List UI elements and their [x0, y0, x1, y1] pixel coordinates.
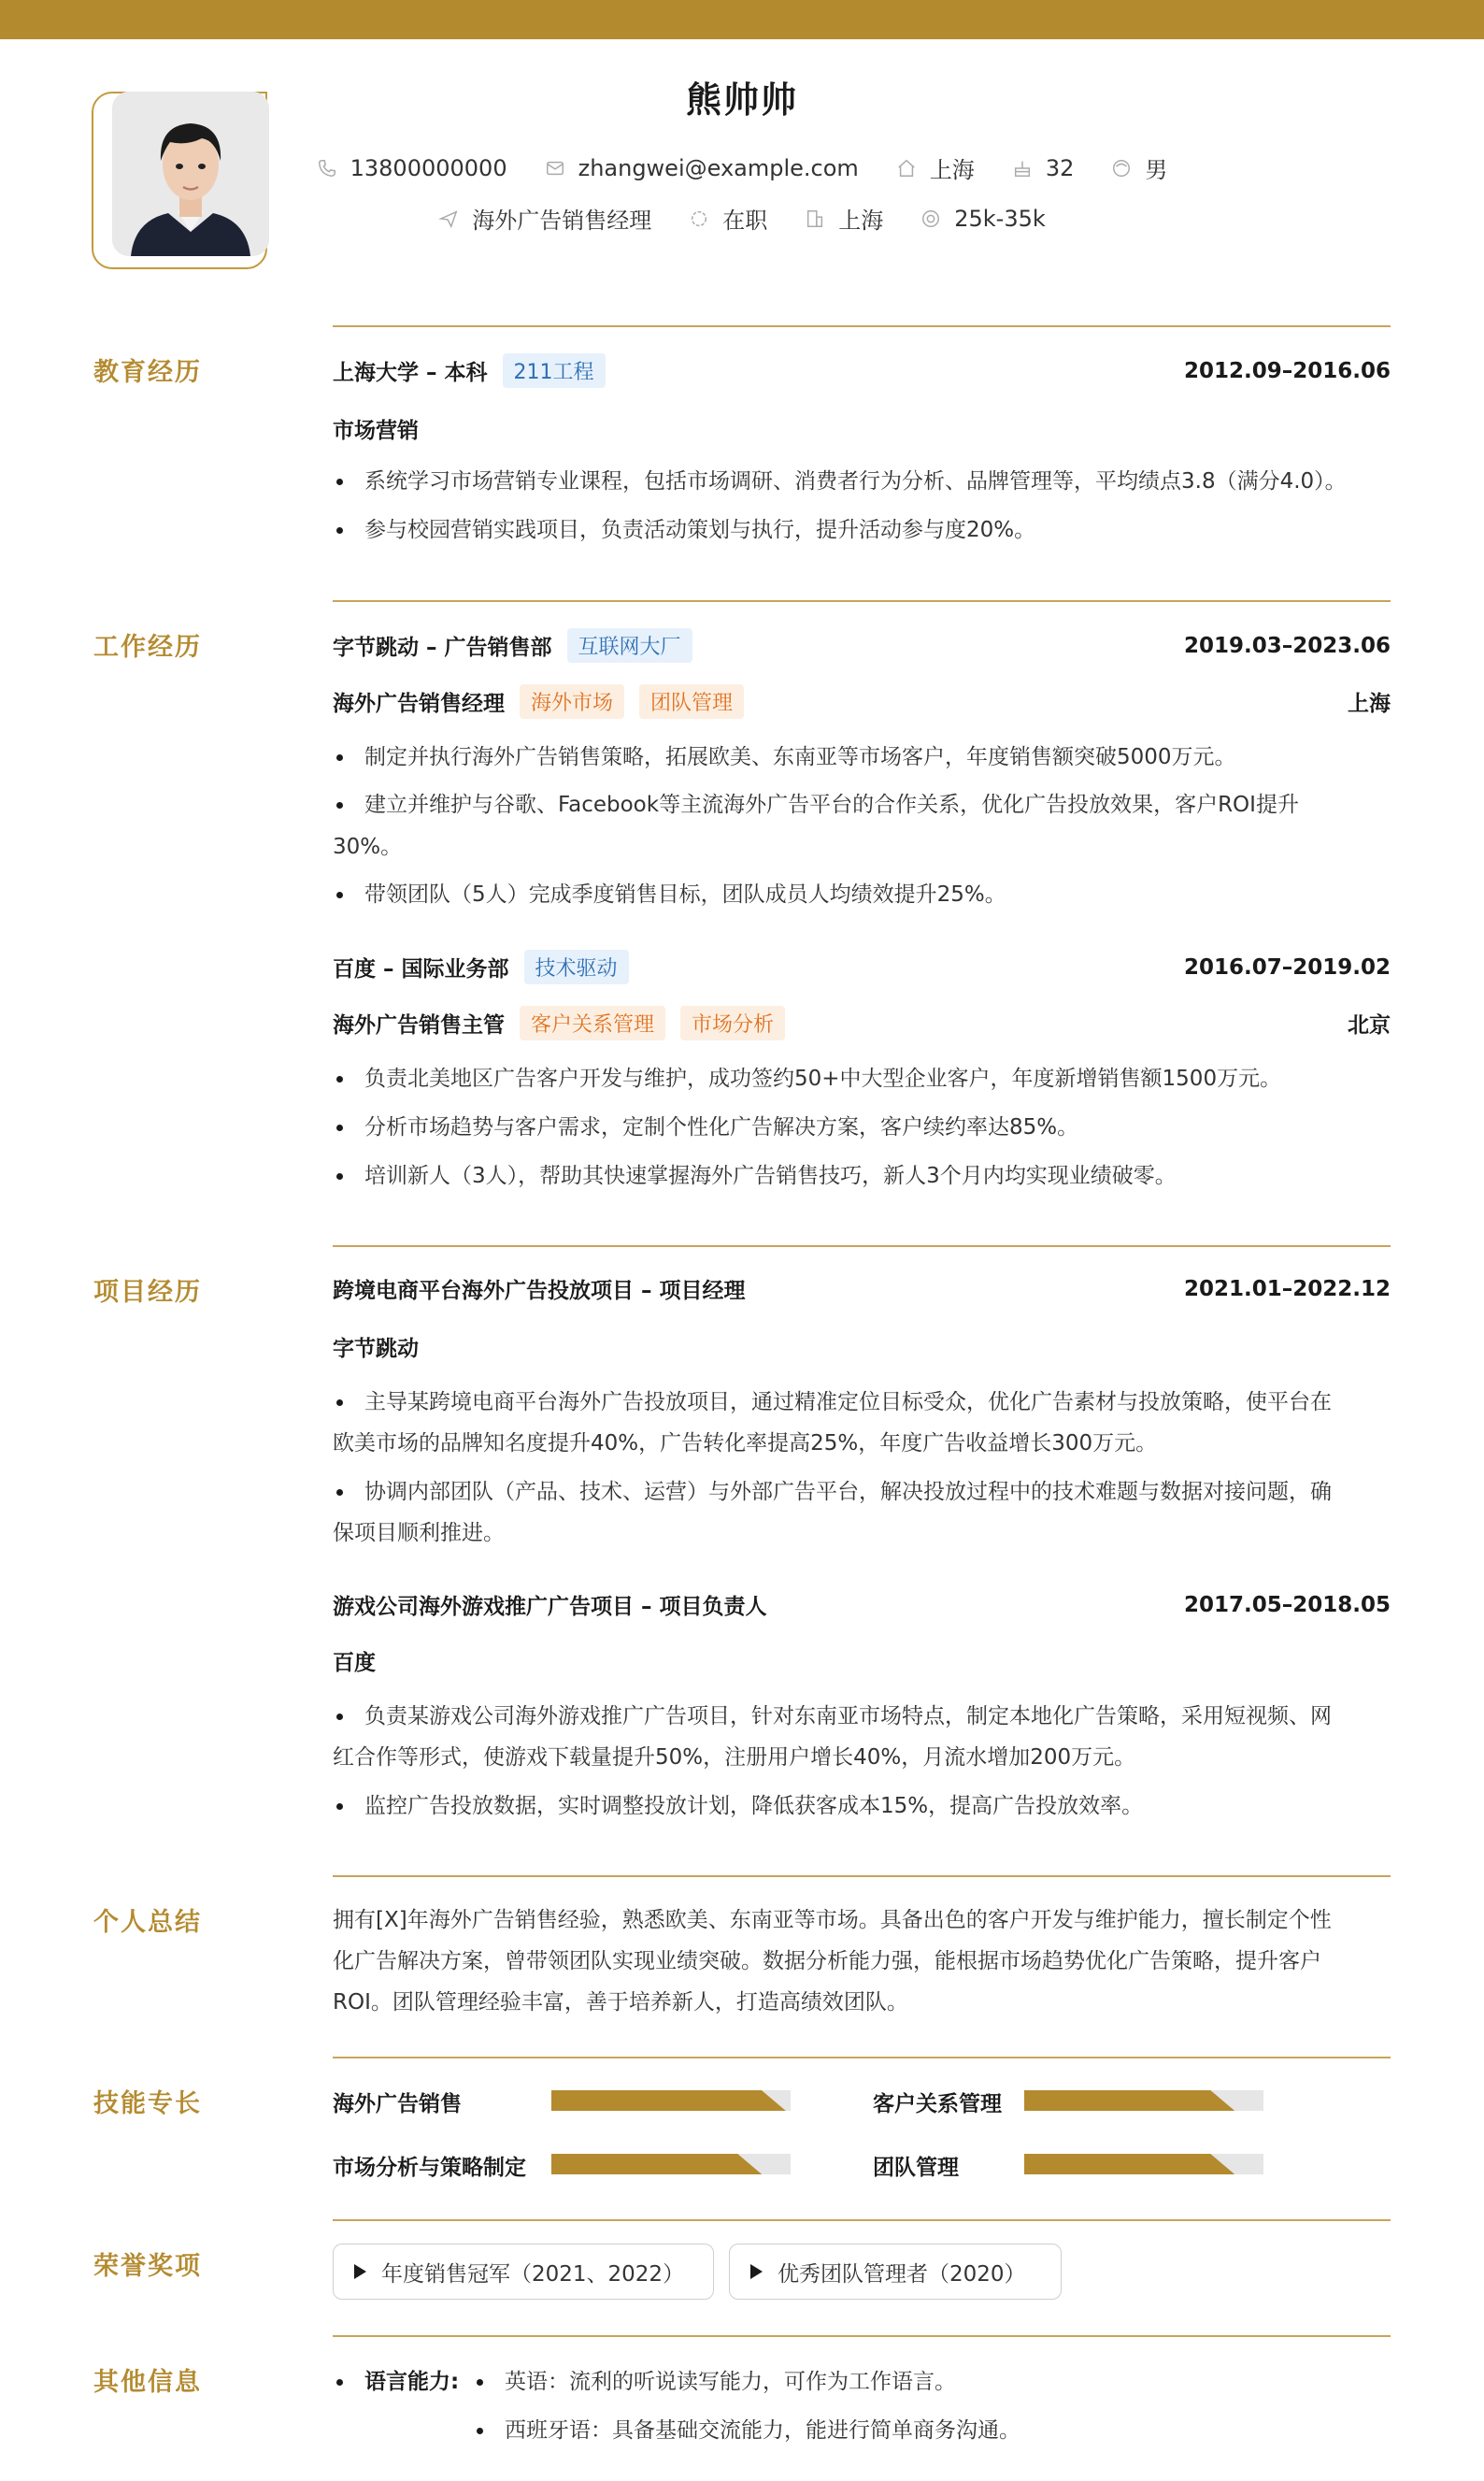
divider [333, 1875, 1391, 1877]
role-tag: 海外市场 [520, 684, 624, 719]
divider [333, 1245, 1391, 1247]
hometown-item [896, 151, 975, 184]
money-icon [920, 208, 941, 229]
list-item: 分析市场趋势与客户需求，定制个性化广告解决方案，客户续约率达85%。 [333, 1107, 1385, 1148]
gender-item [1111, 151, 1167, 184]
divider [333, 2219, 1391, 2221]
language-item: 英语：流利的听说读写能力，可作为工作语言。 [473, 2361, 956, 2402]
age-icon [1012, 158, 1033, 179]
list-item: 带领团队（5人）完成季度销售目标，团队成员人均绩效提升25%。 [333, 874, 1385, 915]
role-title: 海外广告销售经理 [333, 692, 505, 716]
gender-icon [1111, 158, 1132, 179]
summary-line: 化广告解决方案，曾带领团队实现业绩突破。数据分析能力强，能根据市场趋势优化广告策略，提升客户 [333, 1949, 1321, 1973]
school-degree: 上海大学 – 本科 [333, 361, 488, 385]
age-item [1012, 155, 1075, 181]
list-item: 参与校园营销实践项目，负责活动策划与执行，提升活动参与度20%。 [333, 509, 1385, 551]
list-item: 协调内部团队（产品、技术、运营）与外部广告平台，解决投放过程中的技术难题与数据对接问题，确 [333, 1471, 1385, 1513]
skill-label: 市场分析与策略制定 [333, 2156, 526, 2180]
project-date: 2017.05–2018.05 [1183, 1592, 1391, 1617]
skill-bar [1024, 2090, 1263, 2111]
company-name: 百度 – 国际业务部 [333, 957, 509, 982]
education-major-row [333, 413, 1391, 444]
list-item: 负责北美地区广告客户开发与维护，成功签约50+中大型企业客户，年度新增销售额1500万元。 [333, 1058, 1385, 1099]
award-badge [729, 2244, 1062, 2300]
divider [333, 600, 1391, 602]
list-item: 负责某游戏公司海外游戏推广广告项目，针对东南亚市场特点，制定本地化广告策略，采用短视频、网 [333, 1696, 1385, 1737]
skill-bar-fill [551, 2090, 786, 2111]
section-title-education: 教育经历 [93, 358, 202, 387]
section-title-work: 工作经历 [93, 633, 202, 662]
role-tag: 客户关系管理 [520, 1006, 665, 1040]
project-company: 字节跳动 [333, 1337, 419, 1361]
skill-label: 客户关系管理 [873, 2092, 1002, 2116]
contact-row [0, 151, 1484, 184]
role-title: 海外广告销售主管 [333, 1013, 505, 1038]
role-tag: 市场分析 [680, 1006, 785, 1040]
company-tag: 互联网大厂 [567, 628, 692, 663]
project-1-company-row [333, 1331, 1391, 1362]
triangle-right-icon [750, 2264, 763, 2279]
status-icon [689, 208, 709, 229]
project-title: 跨境电商平台海外广告投放项目 – 项目经理 [333, 1279, 746, 1303]
award-badge [333, 2244, 714, 2300]
school-tag: 211工程 [503, 353, 606, 388]
role-tag: 团队管理 [639, 684, 744, 719]
language-label: 语言能力: [364, 2370, 460, 2394]
project-date: 2021.01–2022.12 [1183, 1276, 1391, 1301]
age-text: 32 [1045, 154, 1075, 181]
home-icon [896, 158, 917, 179]
phone-icon [317, 158, 337, 179]
work-2-role-row [333, 1006, 1391, 1040]
phone-text: 13800000000 [350, 154, 507, 181]
email-text: zhangwei@example.com [578, 154, 859, 181]
phone-item [317, 155, 507, 181]
list-item-continuation: 红合作等形式，使游戏下载量提升50%，注册用户增长40%，月流水增加200万元。 [333, 1745, 1136, 1770]
position-item [438, 202, 651, 235]
skill-bar [1024, 2154, 1263, 2174]
award-text: 年度销售冠军（2021、2022） [381, 2261, 685, 2287]
work-1-header [333, 628, 1391, 663]
project-1-header [333, 1273, 1391, 1304]
list-item: 培训新人（3人），帮助其快速掌握海外广告销售技巧，新人3个月内均实现业绩破零。 [333, 1155, 1385, 1197]
list-item: 建立并维护与谷歌、Facebook等主流海外广告平台的合作关系，优化广告投放效果，客户ROI提升 [333, 784, 1385, 825]
skill-bar-fill [551, 2154, 762, 2174]
divider [333, 2057, 1391, 2058]
list-item: 制定并执行海外广告销售策略，拓展欧美、东南亚等市场客户，年度销售额突破5000万元。 [333, 737, 1385, 778]
project-title: 游戏公司海外游戏推广广告项目 – 项目负责人 [333, 1595, 767, 1619]
skill-label: 团队管理 [873, 2156, 959, 2180]
work-2-header [333, 950, 1391, 984]
gender-text: 男 [1145, 157, 1168, 183]
project-2-header [333, 1589, 1391, 1620]
list-item: 系统学习市场营销专业课程，包括市场调研、消费者行为分析、品牌管理等，平均绩点3.8（满分4.0）。 [333, 461, 1385, 502]
send-icon [438, 208, 459, 229]
summary-line: ROI。团队管理经验丰富，善于培养新人，打造高绩效团队。 [333, 1990, 908, 2015]
section-title-awards: 荣誉奖项 [93, 2252, 202, 2281]
company-tag: 技术驱动 [524, 950, 629, 984]
skill-bar-fill [1024, 2090, 1234, 2111]
language-item: 西班牙语：具备基础交流能力，能进行简单商务沟通。 [473, 2410, 1020, 2451]
award-text: 优秀团队管理者（2020） [778, 2261, 1026, 2287]
city-item [805, 202, 883, 235]
mail-icon [545, 158, 565, 179]
work-1-role-row [333, 684, 1391, 719]
candidate-name: 熊帅帅 [685, 79, 798, 121]
section-title-projects: 项目经历 [93, 1278, 202, 1307]
education-header [333, 353, 1391, 388]
section-title-other: 其他信息 [93, 2368, 202, 2397]
status-item [689, 202, 767, 235]
list-item-continuation: 保项目顺利推进。 [333, 1521, 505, 1545]
section-title-summary: 个人总结 [93, 1908, 202, 1937]
skill-bar [551, 2154, 791, 2174]
salary-text: 25k-35k [954, 205, 1046, 232]
list-item: 监控广告投放数据，实时调整投放计划，降低获客成本15%，提高广告投放效率。 [333, 1785, 1385, 1827]
company-name: 字节跳动 – 广告销售部 [333, 636, 552, 660]
city-text: 上海 [838, 208, 884, 234]
skill-bar-fill [1024, 2154, 1234, 2174]
project-2-company-row [333, 1645, 1391, 1676]
triangle-right-icon [354, 2264, 366, 2279]
list-item-continuation: 30%。 [333, 835, 403, 859]
skill-label: 海外广告销售 [333, 2092, 462, 2116]
summary-line: 拥有[X]年海外广告销售经验，熟悉欧美、东南亚等市场。具备出色的客户开发与维护能力，擅长制定个性 [333, 1908, 1332, 1932]
status-text: 在职 [722, 208, 768, 234]
email-item [545, 155, 859, 181]
list-item-continuation: 欧美市场的品牌知名度提升40%，广告转化率提高25%，年度广告收益增长300万元。 [333, 1431, 1158, 1456]
job-intent-row [0, 202, 1484, 235]
work-date: 2019.03–2023.06 [1183, 633, 1391, 658]
salary-item [920, 206, 1046, 232]
building-icon [805, 208, 825, 229]
work-date: 2016.07–2019.02 [1183, 954, 1391, 980]
position-text: 海外广告销售经理 [472, 208, 652, 234]
hometown-text: 上海 [929, 157, 975, 183]
list-item: 主导某跨境电商平台海外广告投放项目，通过精准定位目标受众，优化广告素材与投放策略，使平台在 [333, 1382, 1385, 1423]
project-company: 百度 [333, 1651, 376, 1675]
work-city: 上海 [1348, 692, 1391, 716]
section-title-skills: 技能专长 [93, 2089, 202, 2118]
top-accent-bar [0, 0, 1484, 39]
other-info-item [333, 2361, 459, 2402]
skill-bar [551, 2090, 791, 2111]
work-city: 北京 [1348, 1013, 1391, 1038]
major: 市场营销 [333, 419, 419, 443]
divider [333, 2335, 1391, 2337]
education-date: 2012.09–2016.06 [1183, 358, 1391, 383]
divider [333, 325, 1391, 327]
